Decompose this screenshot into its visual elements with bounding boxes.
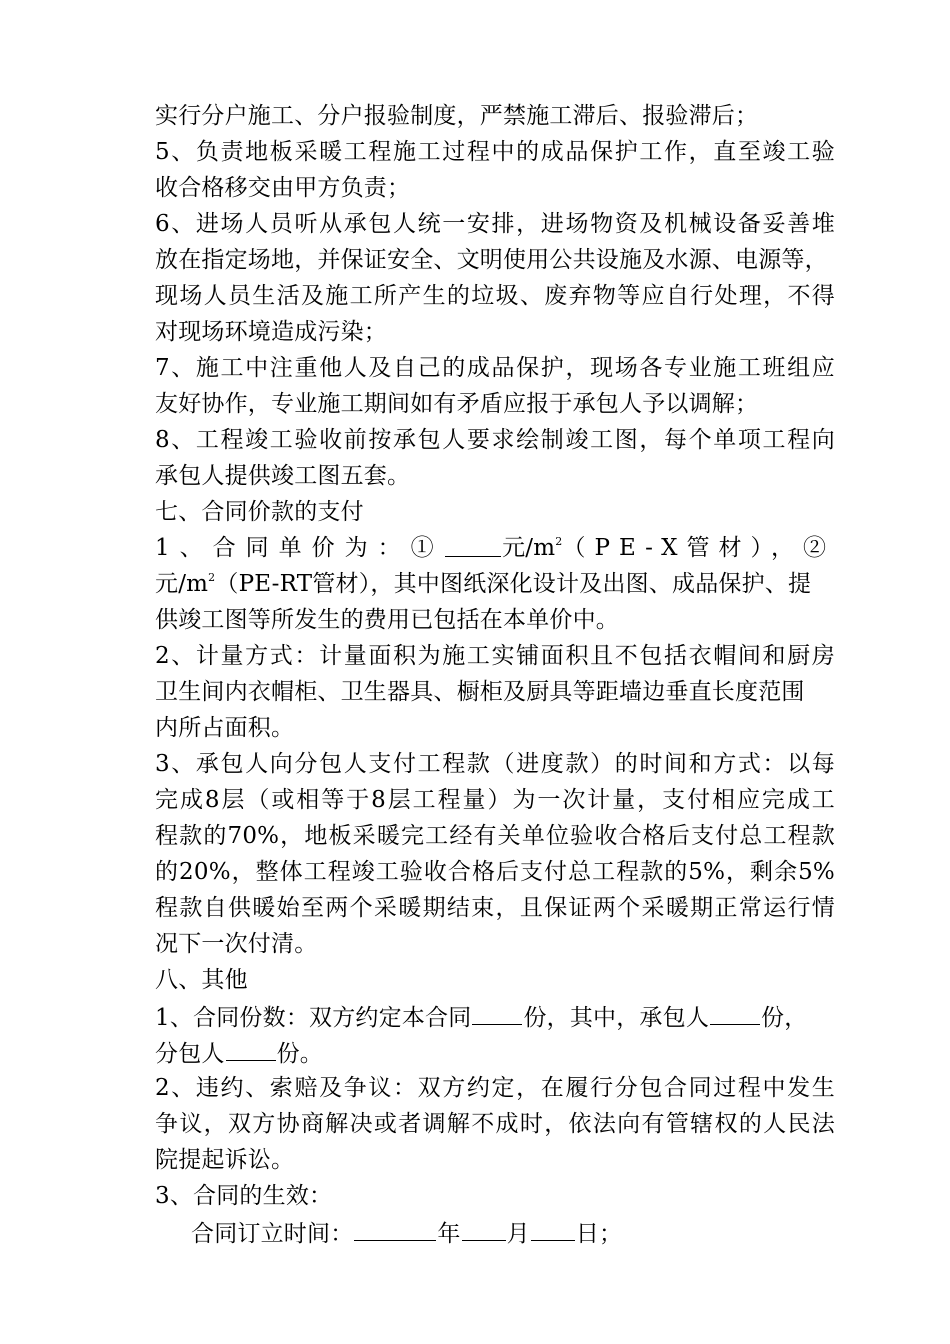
- text-line: 6、进场人员听从承包人统一安排，进场物资及机械设备妥善堆: [155, 211, 835, 237]
- document-page: [155, 98, 835, 1250]
- text-line: 8、工程竣工验收前按承包人要求绘制竣工图，每个单项工程向: [155, 427, 835, 453]
- text-line: 供竣工图等所发生的费用已包括在本单价中。: [155, 607, 619, 633]
- text-line: 3、合同的生效：: [155, 1183, 333, 1209]
- text-line: 2、违约、索赔及争议：双方约定，在履行分包合同过程中发生: [155, 1075, 835, 1101]
- price-blank-1: [445, 530, 501, 557]
- date-blank-year: [354, 1214, 436, 1241]
- section-heading: 八、其他: [155, 967, 248, 993]
- text-line: 7、施工中注重他人及自己的成品保护，现场各专业施工班组应: [155, 355, 835, 381]
- price-unit-1: 元$/m^2$: [502, 535, 563, 561]
- text-line: 友好协作，专业施工期间如有矛盾应报于承包人予以调解；: [155, 391, 759, 417]
- copies-line-2: 分包人 份。: [155, 1034, 835, 1070]
- copies-line: 1、合同份数：双方约定本合同 份，其中，承包人 份，: [155, 998, 835, 1034]
- text-line: 内所占面积。: [155, 715, 295, 741]
- date-line: 合同订立时间： 年 月 日；: [155, 1214, 835, 1250]
- text-line: 程款的70%，地板采暖完工经有关单位验收合格后支付总工程款: [155, 823, 835, 849]
- text-line: 承包人提供竣工图五套。: [155, 463, 411, 489]
- copies-blank-total: [472, 998, 522, 1025]
- date-blank-day: [531, 1214, 575, 1241]
- text-line: 收合格移交由甲方负责；: [155, 175, 411, 201]
- text-line: 现场人员生活及施工所产生的垃圾、废弃物等应自行处理，不得: [155, 283, 835, 309]
- text-line: 2、计量方式：计量面积为施工实铺面积且不包括衣帽间和厨房: [155, 643, 835, 669]
- copies-blank-subcontractor: [226, 1034, 276, 1061]
- text-line: 程款自供暖始至两个采暖期结束，且保证两个采暖期正常运行情: [155, 895, 835, 921]
- text-line: 况下一次付清。: [155, 931, 318, 957]
- text-line: 5、负责地板采暖工程施工过程中的成品保护工作，直至竣工验: [155, 139, 835, 165]
- text-line: 放在指定场地，并保证安全、文明使用公共设施及水源、电源等，: [155, 247, 828, 273]
- text-line: 院提起诉讼。: [155, 1147, 295, 1173]
- price-line: [155, 530, 835, 566]
- text-line: 对现场环境造成污染；: [155, 319, 387, 345]
- section-heading: 七、合同价款的支付: [155, 499, 364, 525]
- price-prefix: 1、合同单价为：①: [155, 535, 444, 561]
- text-line: 的20%，整体工程竣工验收合格后支付总工程款的5%，剩余5%: [155, 859, 835, 885]
- text-line: 完成8层（或相等于8层工程量）为一次计量，支付相应完成工: [155, 787, 835, 813]
- price-line-2: 元$/m^2(PE-RT$管材），其中图纸深化设计及出图、成品保护、提: [155, 571, 812, 597]
- text-line: 3、承包人向分包人支付工程款（进度款）的时间和方式：以每: [155, 751, 835, 777]
- copies-blank-contractor: [710, 998, 760, 1025]
- text-line: 实行分户施工、分户报验制度，严禁施工滞后、报验滞后；: [155, 103, 759, 129]
- price-suffix: （PE-X管材），②: [562, 535, 835, 561]
- date-blank-month: [462, 1214, 506, 1241]
- text-line: 卫生间内衣帽柜、卫生器具、橱柜及厨具等距墙边垂直长度范围: [155, 679, 805, 705]
- text-line: 争议，双方协商解决或者调解不成时，依法向有管辖权的人民法: [155, 1111, 835, 1137]
